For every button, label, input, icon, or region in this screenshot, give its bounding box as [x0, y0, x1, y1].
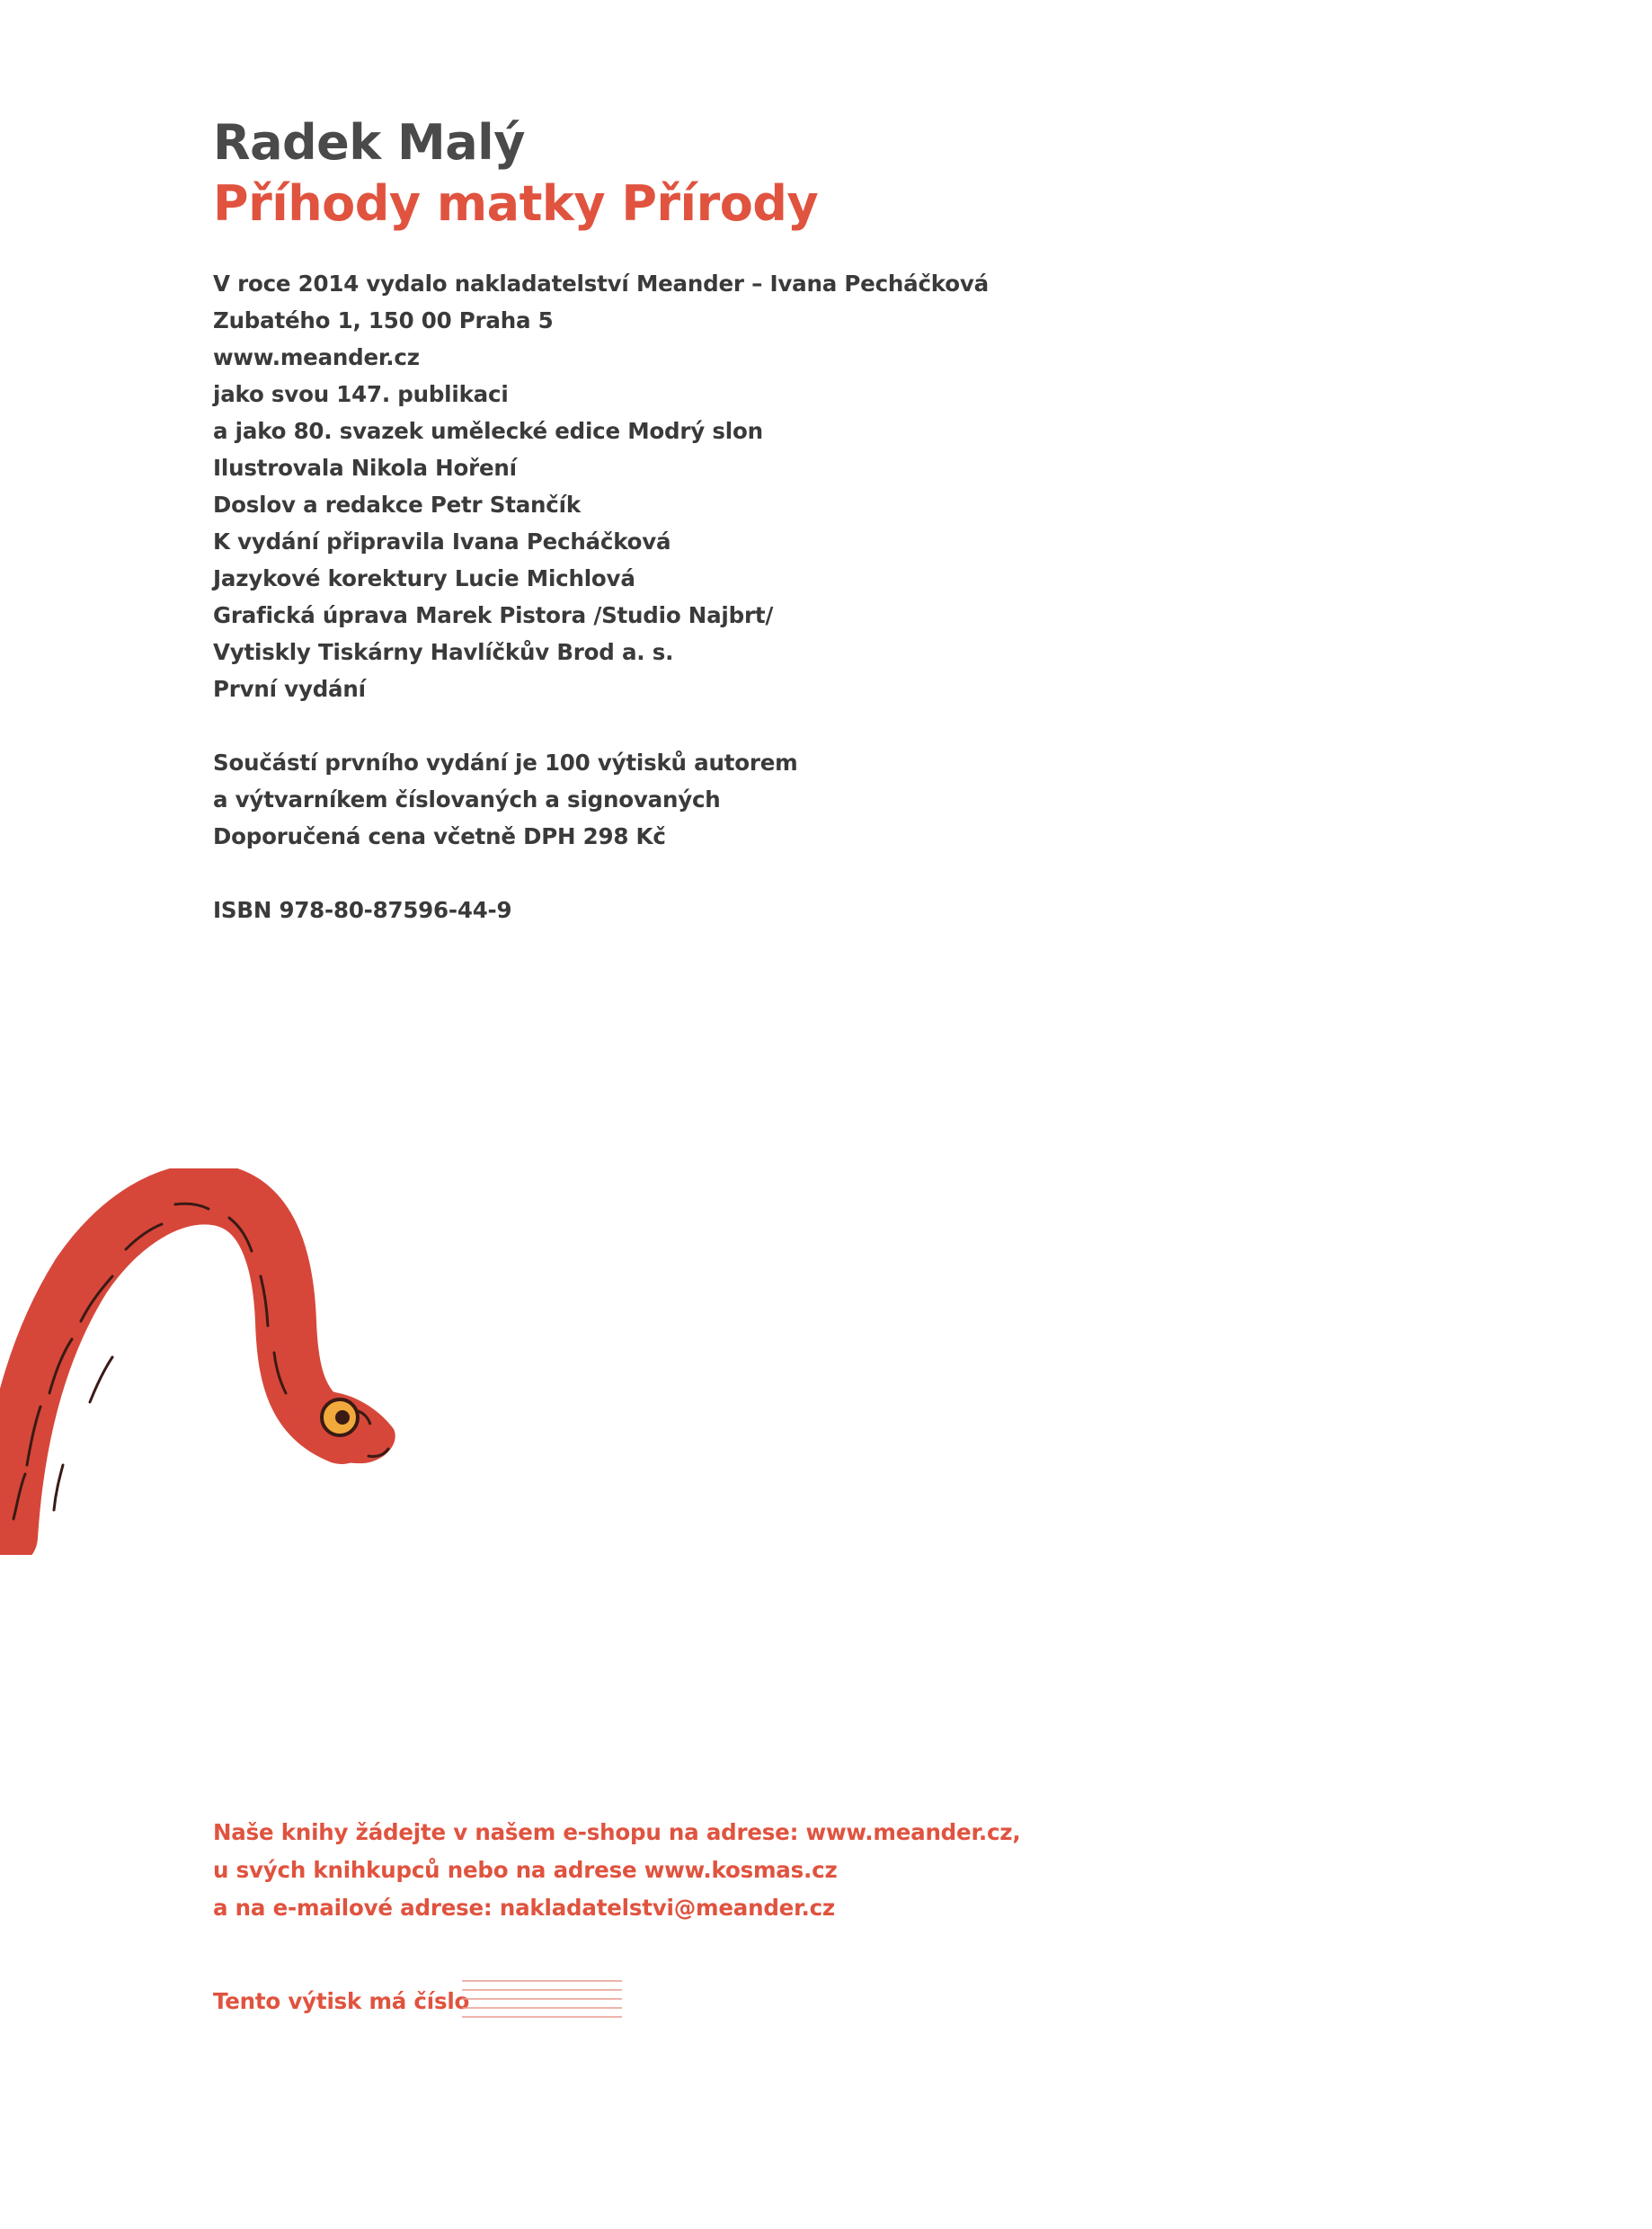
colophon-line: Vytiskly Tiskárny Havlíčkův Brod a. s. [213, 639, 674, 665]
colophon-line: jako svou 147. publikaci [213, 381, 509, 407]
colophon-line: www.meander.cz [213, 344, 420, 370]
book-title: Příhody matky Přírody [213, 175, 819, 232]
colophon-line: Zubatého 1, 150 00 Praha 5 [213, 307, 554, 333]
author-name: Radek Malý [213, 114, 525, 171]
spacer [213, 707, 1292, 744]
colophon-line: K vydání připravila Ivana Pecháčková [213, 528, 671, 555]
copy-number-label: Tento výtisk má číslo [213, 1988, 470, 2014]
order-info [213, 1814, 1381, 1927]
colophon-line: Jazykové korektury Lucie Michlová [213, 565, 635, 591]
colophon-line: Grafická úprava Marek Pistora /Studio Najbrt/ [213, 602, 774, 628]
signed-edition-line: Součástí prvního vydání je 100 výtisků autorem [213, 750, 798, 776]
copy-number-blank-lines [462, 1977, 622, 2026]
spacer [213, 855, 1292, 892]
colophon-line: Ilustrovala Nikola Hoření [213, 455, 517, 481]
signed-edition-line: a výtvarníkem číslovaných a signovaných [213, 786, 721, 813]
copy-number [213, 1977, 752, 2031]
order-info-line: Naše knihy žádejte v našem e-shopu na adrese: www.meander.cz, [213, 1819, 1021, 1845]
colophon-line: Doslov a redakce Petr Stančík [213, 492, 581, 518]
order-info-line: a na e-mailové adrese: nakladatelstvi@meander.cz [213, 1895, 835, 1921]
title-block [213, 112, 1471, 235]
order-info-line: u svých knihkupců nebo na adrese www.kosmas.cz [213, 1857, 838, 1883]
colophon-line: V roce 2014 vydalo nakladatelství Meander – Ivana Pecháčková [213, 271, 989, 297]
isbn: ISBN 978-80-87596-44-9 [213, 897, 512, 923]
colophon-line: a jako 80. svazek umělecké edice Modrý slon [213, 418, 763, 444]
snake-icon [0, 1168, 413, 1555]
price-line: Doporučená cena včetně DPH 298 Kč [213, 823, 666, 849]
colophon-line: První vydání [213, 676, 366, 702]
colophon [213, 265, 1292, 928]
